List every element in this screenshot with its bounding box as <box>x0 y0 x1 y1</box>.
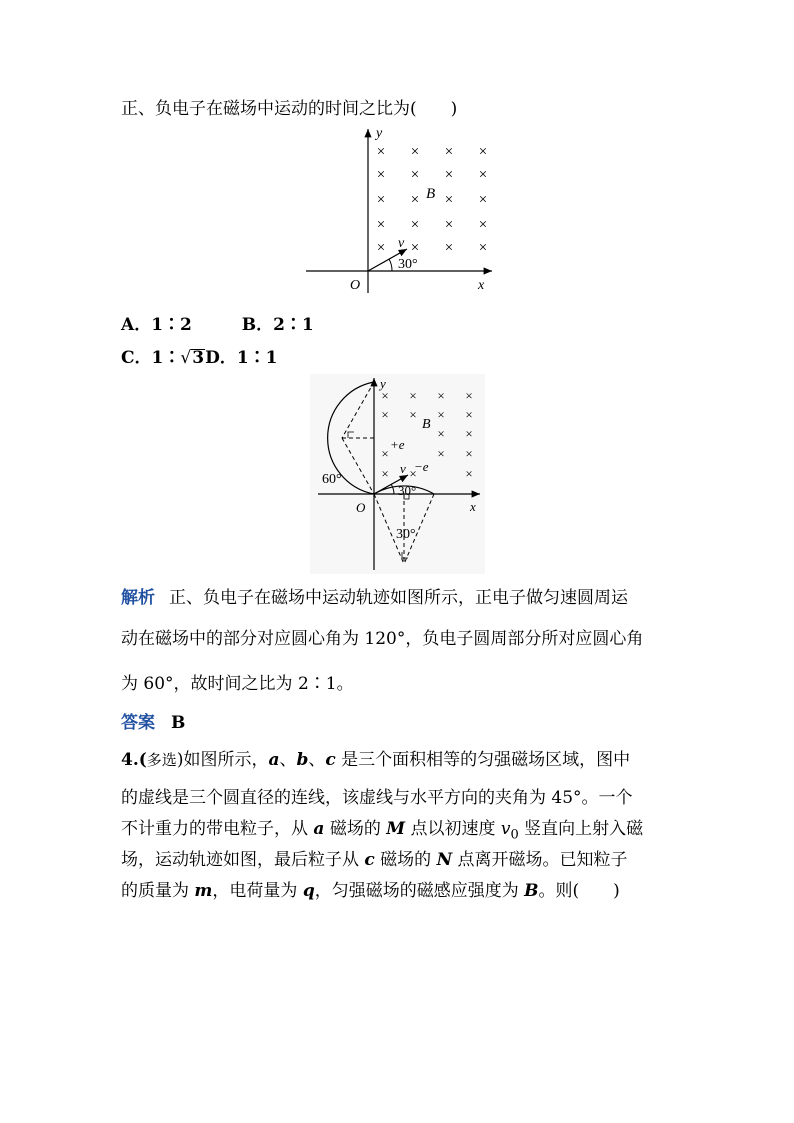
cross: × <box>465 388 473 403</box>
q4-line-2: 的虚线是三个圆直径的连线，该虚线与水平方向的夹角为 45°。一个 <box>121 788 633 808</box>
q4-line-1 <box>121 749 630 771</box>
sqrt-sign: √ <box>180 348 192 368</box>
cross: × <box>444 192 454 208</box>
answer-value: B <box>171 713 186 733</box>
q4-text-3a: 不计重力的带电粒子，从 <box>121 819 314 839</box>
figure-1-diagram <box>300 125 500 295</box>
cross: × <box>465 407 473 422</box>
cross: × <box>478 217 488 233</box>
analysis-line-1 <box>121 587 628 609</box>
q4-text-4b: 磁场的 <box>374 850 437 870</box>
q4-var-a: a <box>268 750 280 770</box>
angle-30-top-label: 30° <box>398 483 417 498</box>
q4-var-c: c <box>325 750 336 770</box>
q4-var-c-2: c <box>364 850 375 870</box>
analysis-line-3 <box>121 673 354 695</box>
cross: × <box>444 144 454 160</box>
cross: × <box>444 240 454 256</box>
q4-var-N: N <box>436 850 453 870</box>
q4-var-m: m <box>194 881 213 901</box>
analysis-text-2a: 动在磁场中的部分对应圆心角为 <box>121 629 365 649</box>
q4-text-1a: )如图所示， <box>176 750 269 770</box>
q4-var-a-2: a <box>313 819 325 839</box>
option-a-label: A． <box>121 315 152 335</box>
cross: × <box>437 446 445 461</box>
cross: × <box>376 217 386 233</box>
q4-sep-1: 、 <box>279 750 297 770</box>
analysis-text-2b: ，负电子圆周部分所对应圆心角 <box>405 629 644 649</box>
cross: × <box>444 167 454 183</box>
answer-tag: 答案 <box>121 713 155 733</box>
analysis-tag: 解析 <box>121 588 155 608</box>
q4-line-5 <box>121 880 620 902</box>
angle-label: 30° <box>398 257 418 272</box>
q4-number: 4.( <box>121 750 147 770</box>
cross: × <box>410 167 420 183</box>
answer-line <box>121 712 185 734</box>
velocity-label: v <box>398 236 405 251</box>
y-axis-label: y <box>376 126 383 141</box>
q4-text-4a: 场，运动轨迹如图，最后粒子从 <box>121 850 365 870</box>
cross: × <box>410 144 420 160</box>
q4-var-v-sub: 0 <box>510 827 519 843</box>
analysis-text-3c: 。 <box>336 674 354 694</box>
option-d-label: D． <box>205 348 237 368</box>
cross: × <box>381 388 389 403</box>
field-label: B <box>422 417 431 432</box>
figure-2-diagram <box>310 374 485 574</box>
q4-multi-select-tag: 多选 <box>146 751 177 769</box>
analysis-text-1: 正、负电子在磁场中运动轨迹如图所示，正电子做匀速圆周运 <box>169 588 628 608</box>
cross: × <box>437 407 445 422</box>
cross: × <box>410 240 420 256</box>
options-row-1 <box>121 314 314 336</box>
negative-electron-label: −e <box>414 459 429 474</box>
cross: × <box>465 466 473 481</box>
cross: × <box>437 426 445 441</box>
cross: × <box>478 167 488 183</box>
angle-30-bottom-label: 30° <box>396 527 416 542</box>
cross: × <box>376 144 386 160</box>
q4-sep-2: 、 <box>308 750 326 770</box>
cross: × <box>478 240 488 256</box>
x-axis-label: x <box>478 278 485 293</box>
cross: × <box>465 446 473 461</box>
q4-text-5a: 的质量为 <box>121 881 195 901</box>
cross: × <box>444 217 454 233</box>
analysis-line-2 <box>121 628 643 650</box>
q4-text-5c: ，匀强磁场的磁感应强度为 <box>314 881 525 901</box>
cross: × <box>478 192 488 208</box>
options-row-2 <box>121 347 277 369</box>
field-label: B <box>426 186 436 202</box>
option-d-value: 1∶1 <box>236 348 278 368</box>
x-axis-label: x <box>470 499 476 514</box>
q4-text-4c: 点离开磁场。已知粒子 <box>452 850 628 870</box>
cross: × <box>376 240 386 256</box>
cross: × <box>410 192 420 208</box>
cross: × <box>409 407 417 422</box>
cross: × <box>409 388 417 403</box>
q4-text-3b: 磁场的 <box>324 819 387 839</box>
positive-electron-label: +e <box>390 437 405 452</box>
cross: × <box>381 446 389 461</box>
option-c-label: C． <box>121 348 152 368</box>
analysis-text-3a: 为 <box>121 674 144 694</box>
cross: × <box>437 388 445 403</box>
cross: × <box>381 466 389 481</box>
angle-arc <box>389 259 392 271</box>
q4-text-3c: 点以初速度 <box>405 819 501 839</box>
cross: × <box>381 407 389 422</box>
analysis-value-60: 60° <box>143 674 174 694</box>
q4-var-q: q <box>302 881 315 901</box>
q4-text-3d: 竖直向上射入磁 <box>518 819 644 839</box>
analysis-text-3b: ，故时间之比为 <box>173 674 298 694</box>
angle-60-label: 60° <box>322 472 342 487</box>
origin-label: O <box>356 500 366 515</box>
option-b-label: B． <box>241 315 274 335</box>
cross: × <box>376 192 386 208</box>
q4-text-5b: ，电荷量为 <box>212 881 303 901</box>
sqrt-radicand: 3 <box>192 348 205 368</box>
cross: × <box>376 167 386 183</box>
y-axis-label: y <box>380 376 386 391</box>
q4-line-3 <box>121 818 643 846</box>
analysis-value-120: 120° <box>364 629 406 649</box>
q4-text-5d: 。则( ) <box>538 881 620 901</box>
q4-line-4 <box>121 849 628 871</box>
origin-label: O <box>350 278 361 293</box>
question-stem: 正、负电子在磁场中运动的时间之比为( ) <box>121 99 458 119</box>
cross: × <box>409 466 417 481</box>
option-a-value: 1∶2 <box>151 315 192 335</box>
q4-var-b: b <box>296 750 309 770</box>
cross: × <box>410 217 420 233</box>
q4-var-M: M <box>386 819 406 839</box>
option-c-value: 1∶ <box>151 348 181 368</box>
q4-var-B: B <box>524 881 539 901</box>
velocity-label: v <box>400 461 406 476</box>
analysis-ratio: 2∶1 <box>297 674 337 694</box>
cross: × <box>465 426 473 441</box>
q4-var-v: v <box>500 819 511 839</box>
cross: × <box>478 144 488 160</box>
option-b-value: 2∶1 <box>273 315 314 335</box>
q4-text-1b: 是三个面积相等的匀强磁场区域，图中 <box>335 750 631 770</box>
